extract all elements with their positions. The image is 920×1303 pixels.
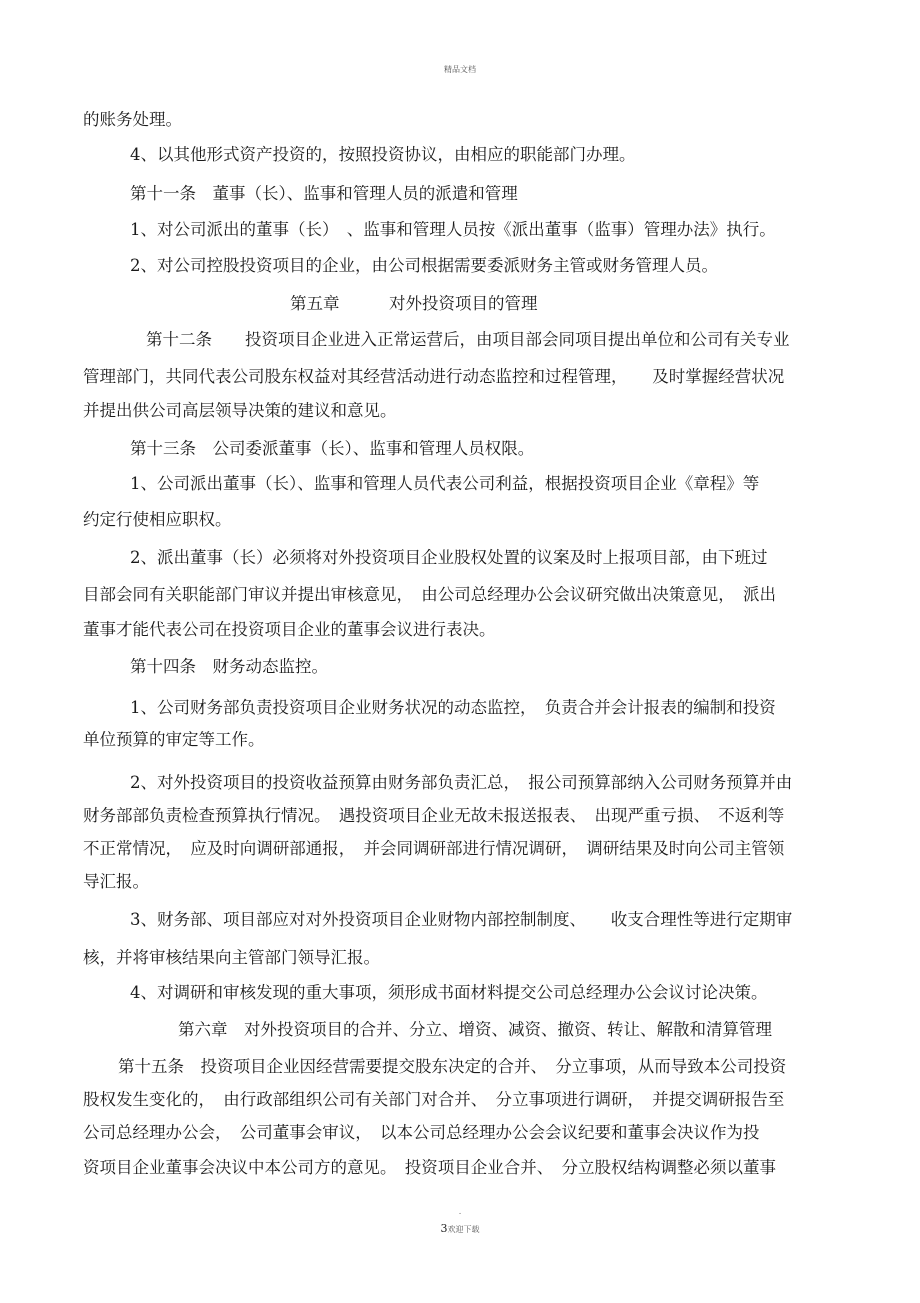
text-line-20: 财务部部负责检查预算执行情况。 遇投资项目企业无故未报送报表、 出现严重亏损、 不返利等 bbox=[83, 806, 785, 825]
text-line-3: 第十一条 董事（长）、监事和管理人员的派遣和管理 bbox=[130, 184, 518, 203]
text-line-4: 1、对公司派出的董事（长） 、监事和管理人员按《派出董事（监事）管理办法》执行。 bbox=[130, 220, 776, 239]
text-line-1: 的账务处理。 bbox=[83, 110, 182, 129]
text-line-22: 导汇报。 bbox=[83, 872, 149, 891]
text-line-25: 4、对调研和审核发现的重大事项，须形成书面材料提交公司总经理办公会议讨论决策。 bbox=[130, 983, 768, 1002]
footer-dot: . bbox=[458, 1207, 462, 1216]
text-line-10: 第十三条 公司委派董事（长）、监事和管理人员权限。 bbox=[130, 439, 535, 458]
page-number: 3 bbox=[440, 1222, 448, 1235]
text-line-24: 核，并将审核结果向主管部门领导汇报。 bbox=[83, 948, 380, 967]
text-line-26: 第六章 对外投资项目的合并、分立、增资、减资、撤资、转让、解散和清算管理 bbox=[178, 1020, 772, 1039]
text-line-17: 1、公司财务部负责投资项目企业财务状况的动态监控， 负责合并会计报表的编制和投资 bbox=[130, 698, 776, 717]
text-line-28: 股权发生变化的， 由行政部组织公司有关部门对合并、 分立事项进行调研， 并提交调研报告至 bbox=[83, 1090, 785, 1109]
text-line-7: 第十二条 投资项目企业进入正常运营后，由项目部会同项目提出单位和公司有关专业 bbox=[146, 330, 790, 349]
text-line-23: 3、财务部、项目部应对对外投资项目企业财物内部控制制度、 收支合理性等进行定期审 bbox=[130, 910, 793, 929]
text-line-9: 并提出供公司高层领导决策的建议和意见。 bbox=[83, 401, 397, 420]
text-line-11: 1、公司派出董事（长）、监事和管理人员代表公司利益，根据投资项目企业《章程》等 bbox=[130, 474, 760, 493]
text-line-5: 2、对公司控股投资项目的企业，由公司根据需要委派财务主管或财务管理人员。 bbox=[130, 256, 718, 275]
text-line-21: 不正常情况， 应及时向调研部通报， 并会同调研部进行情况调研， 调研结果及时向公司主管领 bbox=[83, 839, 785, 858]
page-footer bbox=[0, 1222, 920, 1235]
text-line-18: 单位预算的审定等工作。 bbox=[83, 730, 265, 749]
text-line-30: 资项目企业董事会决议中本公司方的意见。 投资项目企业合并、 分立股权结构调整必须以董事 bbox=[83, 1158, 776, 1177]
text-line-19: 2、对外投资项目的投资收益预算由财务部负责汇总， 报公司预算部纳入公司财务预算并由 bbox=[130, 773, 793, 792]
text-line-12: 约定行使相应职权。 bbox=[83, 510, 232, 529]
page-header: 精品文档 bbox=[444, 65, 476, 74]
text-line-29: 公司总经理办公会， 公司董事会审议， 以本公司总经理办公会会议纪要和董事会决议作为投 bbox=[83, 1123, 760, 1142]
text-line-6: 第五章 对外投资项目的管理 bbox=[290, 294, 538, 313]
text-line-8: 管理部门，共同代表公司股东权益对其经营活动进行动态监控和过程管理， 及时掌握经营状况 bbox=[83, 367, 785, 386]
text-line-15: 董事才能代表公司在投资项目企业的董事会议进行表决。 bbox=[83, 620, 496, 639]
text-line-27: 第十五条 投资项目企业因经营需要提交股东决定的合并、 分立事项，从而导致本公司投资 bbox=[118, 1057, 787, 1076]
text-line-14: 目部会同有关职能部门审议并提出审核意见， 由公司总经理办公会议研究做出决策意见， 派出 bbox=[83, 585, 776, 604]
text-line-2: 4、以其他形式资产投资的，按照投资协议，由相应的职能部门办理。 bbox=[130, 145, 636, 164]
text-line-13: 2、派出董事（长）必须将对外投资项目企业股权处置的议案及时上报项目部，由下班过 bbox=[130, 548, 768, 567]
footer-note: 欢迎下载 bbox=[447, 1225, 480, 1234]
text-line-16: 第十四条 财务动态监控。 bbox=[130, 657, 328, 676]
